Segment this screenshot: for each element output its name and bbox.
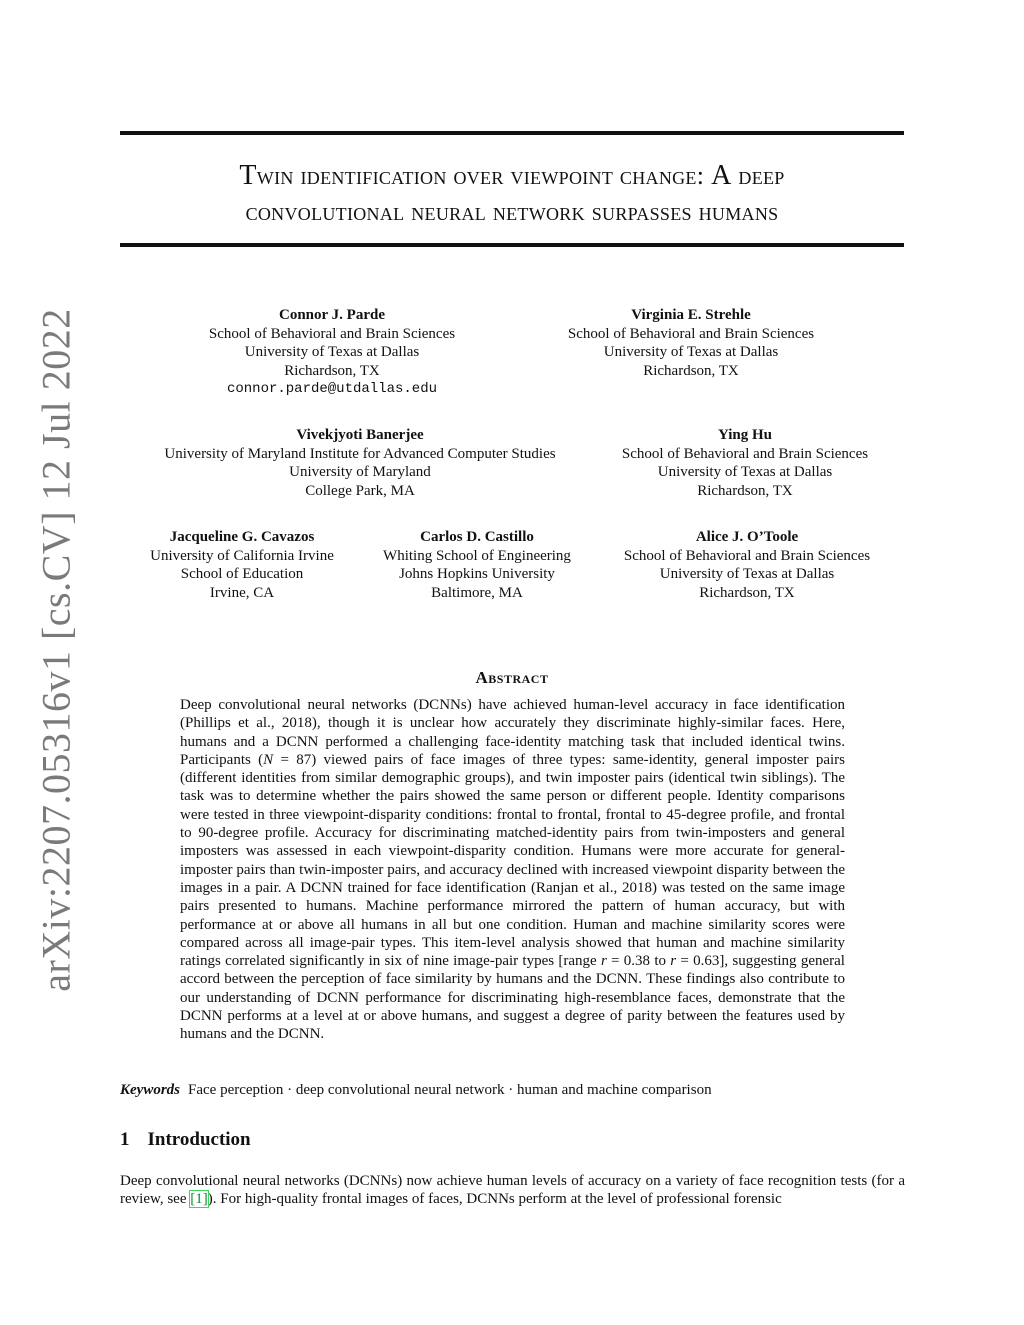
abstract-paragraph: Deep convolutional neural networks (DCNNs) have achieved human-level accuracy in face identification (Phillips et al., 2018), though it is unclear how accurately they discriminate highly-similar faces. Here, humans and a DCNN performed a challenging face-identity matching task that included identical twins. Participants (N = 87) viewed pairs of face images of three types: same-identity, general imposter pairs (different identities from similar demographic groups), and twin imposter pairs (identical twin siblings). The task was to determine whether the pairs showed the same person or different people. Identity comparisons were tested in three viewpoint-disparity conditions: frontal to frontal, frontal to 45-degree profile, and frontal to 90-degree profile. Accuracy for discriminating matched-identity pairs from twin-imposters and general imposters was assessed in each viewpoint-disparity condition. Humans were more accurate for general-imposter pairs than twin-imposter pairs, and accuracy declined with increased viewpoint disparity between the images in a pair. A DCNN trained for face identification (Ranjan et al., 2018) was tested on the same image pairs presented to humans. Machine performance mirrored the pattern of human accuracy, but with performance at or above all humans in all but one condition. Human and machine similarity scores were compared across all image-pair types. This item-level analysis showed that human and machine similarity ratings correlated significantly in six of nine image-pair types [range r = 0.38 to r = 0.63], suggesting general accord between the perception of face similarity by humans and the DCNN. These findings also contribute to our understanding of DCNN performance for discriminating high-resemblance faces, demonstrate that the DCNN performs at a level at or above humans, and suggest a degree of parity between the features used by humans and the DCNN. bbox=[180, 697, 845, 1043]
section-number: 1 bbox=[120, 1129, 130, 1150]
section-heading-introduction bbox=[120, 1129, 251, 1151]
introduction-body bbox=[120, 1172, 905, 1209]
author-block bbox=[383, 528, 571, 602]
author-affiliation: University of California Irvine bbox=[150, 547, 334, 564]
author-affiliation: University of Texas at Dallas bbox=[603, 344, 779, 360]
author-affiliation: Johns Hopkins University bbox=[399, 566, 555, 582]
author-affiliation: University of Maryland Institute for Advanced Computer Studies bbox=[164, 445, 556, 462]
intro-paragraph: Deep convolutional neural networks (DCNNs) now achieve human levels of accuracy on a variety of face recognition tests (for a review, see [1]). For high-quality frontal images of faces, DCNNs perform at the level of professional forensic bbox=[120, 1173, 905, 1208]
arxiv-identifier: arXiv:2207.05316v1 [cs.CV] 12 Jul 2022 bbox=[33, 308, 79, 992]
author-block bbox=[622, 426, 868, 500]
author-affiliation: University of Maryland bbox=[289, 464, 431, 480]
author-affiliation: School of Education bbox=[180, 566, 304, 582]
author-location: Richardson, TX bbox=[284, 362, 380, 379]
author-affiliation: School of Behavioral and Brain Sciences bbox=[623, 547, 871, 564]
author-block bbox=[150, 528, 334, 602]
author-location: Irvine, CA bbox=[209, 584, 275, 601]
author-name: Carlos D. Castillo bbox=[420, 529, 534, 545]
author-location: Richardson, TX bbox=[643, 362, 739, 379]
keywords-label: Keywords bbox=[120, 1082, 180, 1098]
author-location: Richardson, TX bbox=[699, 584, 795, 601]
title-line-2: convolutional neural network surpasses humans bbox=[245, 197, 779, 226]
author-block bbox=[209, 306, 455, 399]
author-name: Virginia E. Strehle bbox=[631, 307, 751, 323]
author-block bbox=[624, 528, 870, 602]
author-location: College Park, MA bbox=[305, 482, 415, 499]
keywords-text: Face perception · deep convolutional neural network · human and machine comparison bbox=[188, 1082, 712, 1098]
author-email[interactable]: connor.parde@utdallas.edu bbox=[226, 381, 438, 397]
author-block bbox=[164, 426, 555, 500]
author-name: Vivekjyoti Banerjee bbox=[296, 427, 424, 443]
author-affiliation: University of Texas at Dallas bbox=[659, 566, 835, 582]
title-line-1: Twin identification over viewpoint change: A deep bbox=[239, 160, 785, 191]
author-affiliation: University of Texas at Dallas bbox=[657, 464, 833, 480]
citation-link[interactable]: [1] bbox=[190, 1191, 208, 1208]
author-affiliation: Whiting School of Engineering bbox=[383, 547, 571, 564]
section-title: Introduction bbox=[147, 1129, 251, 1150]
paper-title bbox=[120, 158, 904, 230]
author-name: Alice J. O’Toole bbox=[695, 529, 799, 545]
author-affiliation: University of Texas at Dallas bbox=[244, 344, 420, 360]
keywords-line bbox=[120, 1082, 904, 1099]
author-block bbox=[568, 306, 814, 380]
author-affiliation: School of Behavioral and Brain Sciences bbox=[621, 445, 869, 462]
author-affiliation: School of Behavioral and Brain Sciences bbox=[208, 325, 456, 342]
abstract-body bbox=[180, 696, 845, 1044]
title-rule-bottom bbox=[120, 243, 904, 247]
author-location: Richardson, TX bbox=[697, 482, 793, 499]
author-affiliation: School of Behavioral and Brain Sciences bbox=[567, 325, 815, 342]
title-rule-top bbox=[120, 131, 904, 135]
author-location: Baltimore, MA bbox=[431, 584, 523, 601]
abstract-heading: Abstract bbox=[475, 668, 549, 687]
author-name: Ying Hu bbox=[717, 427, 773, 443]
author-name: Jacqueline G. Cavazos bbox=[169, 529, 315, 545]
author-name: Connor J. Parde bbox=[279, 307, 385, 323]
